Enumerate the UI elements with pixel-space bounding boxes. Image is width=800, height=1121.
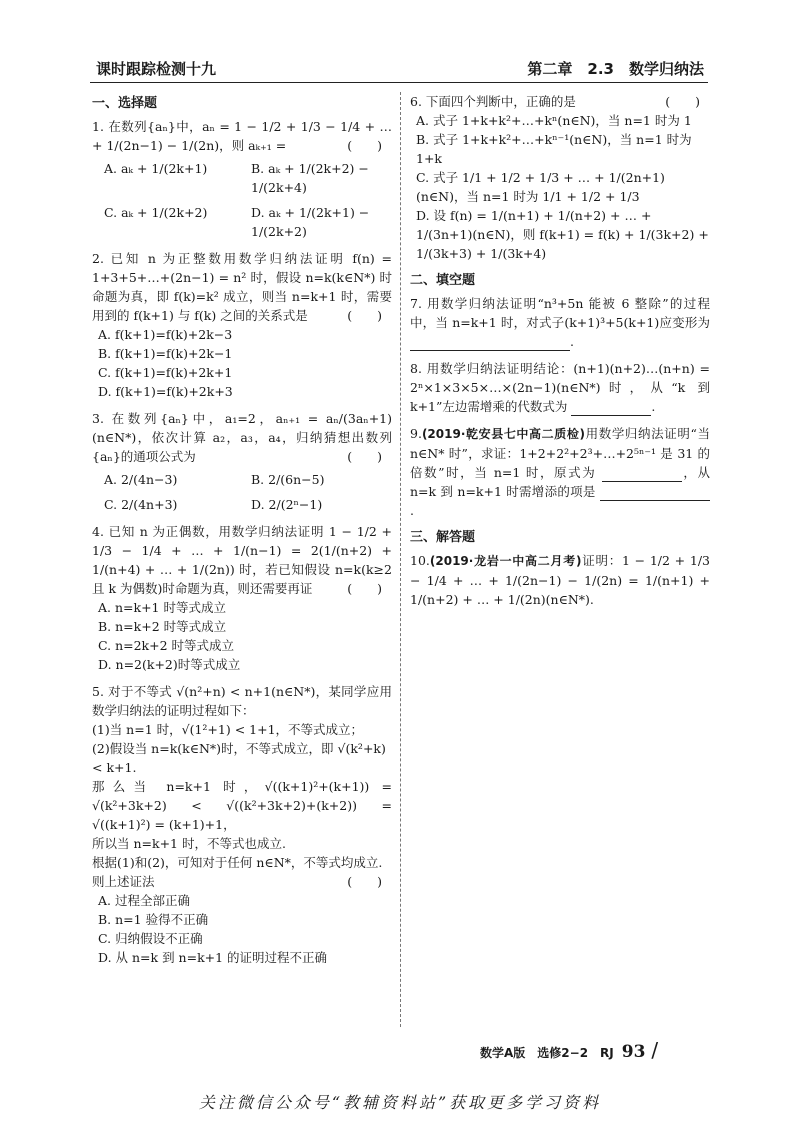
q5-option-c: C. 归纳假设不正确	[98, 931, 203, 946]
q9-tail: .	[410, 503, 414, 518]
q6-option-c: C. 式子 1/1 + 1/2 + 1/3 + … + 1/(2n+1)(n∈N)，当 n=1 时为 1/1 + 1/2 + 1/3	[416, 170, 665, 204]
q5-line-1: (1)当 n=1 时，√(1²+1) < 1+1，不等式成立；	[92, 722, 364, 737]
q2-bracket: ( )	[347, 308, 382, 323]
q6-option-a: A. 式子 1+k+k²+…+kⁿ(n∈N)，当 n=1 时为 1	[416, 113, 692, 128]
q5-line-6: 则上述证法	[92, 874, 155, 889]
q4-option-d: D. n=2(k+2)时等式成立	[98, 657, 241, 672]
q5-option-b: B. n=1 验得不正确	[98, 912, 209, 927]
q3-bracket: ( )	[347, 449, 382, 464]
header-rule	[90, 82, 708, 83]
question-1	[92, 117, 392, 241]
question-4	[92, 522, 392, 674]
header-title: 课时跟踪检测十九	[96, 60, 217, 78]
q5-option-a: A. 过程全部正确	[98, 893, 190, 908]
q1-stem: 1. 在数列{aₙ}中，aₙ = 1 − 1/2 + 1/3 − 1/4 + … + 1/(2n−1) − 1/(2n)，则 aₖ₊₁ =	[92, 119, 392, 153]
question-3	[92, 409, 392, 514]
right-column	[410, 92, 710, 617]
q4-bracket: ( )	[347, 581, 382, 596]
q5-line-2: (2)假设当 n=k(k∈N*)时，不等式成立，即 √(k²+k) < k+1.	[92, 741, 386, 775]
q8-answer-blank[interactable]	[571, 401, 651, 416]
section-answer: 三、解答题	[410, 530, 476, 545]
q8-stem: 8. 用数学归纳法证明结论：(n+1)(n+2)…(n+n) = 2ⁿ×1×3×5×…×(2n−1)(n∈N*)时，从“k 到 k+1”左边需增乘的代数式为	[410, 361, 710, 414]
q1-option-b: B. aₖ + 1/(2k+2) − 1/(2k+4)	[251, 161, 369, 195]
q9-answer-blank-1[interactable]	[602, 467, 682, 482]
question-6	[410, 92, 710, 263]
footer-book-info	[480, 1038, 658, 1062]
section-choice: 一、选择题	[92, 96, 158, 111]
header-chapter: 第二章 2.3 数学归纳法	[527, 60, 704, 78]
question-5	[92, 682, 392, 967]
q3-stem: 3. 在数列{aₙ}中，a₁=2，aₙ₊₁ = aₙ/(3aₙ+1)(n∈N*)，依次计算 a₂，a₃，a₄，归纳猜想出数列{aₙ}的通项公式为	[92, 411, 392, 464]
footer-slash-mark: /	[651, 1038, 659, 1062]
q6-option-d: D. 设 f(n) = 1/(n+1) + 1/(n+2) + … + 1/(3n+1)(n∈N)，则 f(k+1) = f(k) + 1/(3k+2) + 1/(3k+3) + 1/(3k+4)	[416, 208, 709, 261]
q9-stem: 用数学归纳法证明“当 n∈N* 时”，求证：1+2+2²+2³+…+2⁵ⁿ⁻¹ 是 31 的倍数”时，当 n=1 时，原式为	[410, 426, 710, 480]
q5-line-3: 那么当 n=k+1 时，√((k+1)²+(k+1)) = √(k²+3k+2) < √((k²+3k+2)+(k+2)) = √((k+1)²) = (k+1)+1，	[92, 779, 392, 832]
question-9	[410, 424, 710, 520]
q10-stem: 证明：1 − 1/2 + 1/3 − 1/4 + … + 1/(2n−1) − 1/(2n) = 1/(n+1) + 1/(n+2) + … + 1/(2n)(n∈N*).	[410, 553, 710, 607]
q1-bracket: ( )	[347, 138, 382, 153]
q9-answer-blank-2[interactable]	[600, 486, 710, 501]
page-number: 93	[621, 1042, 646, 1062]
question-2	[92, 249, 392, 401]
question-7	[410, 294, 710, 351]
q5-line-4: 所以当 n=k+1 时，不等式也成立.	[92, 836, 286, 851]
q6-stem: 6. 下面四个判断中，正确的是	[410, 94, 576, 109]
q7-tail: .	[570, 334, 574, 349]
q4-option-a: A. n=k+1 时等式成立	[98, 600, 226, 615]
question-8	[410, 359, 710, 416]
q4-option-c: C. n=2k+2 时等式成立	[98, 638, 235, 653]
q1-option-d: D. aₖ + 1/(2k+1) − 1/(2k+2)	[251, 205, 370, 239]
q9-number: 9.	[410, 426, 422, 441]
q1-option-c: C. aₖ + 1/(2k+2)	[104, 205, 208, 220]
q4-stem: 4. 已知 n 为正偶数，用数学归纳法证明 1 − 1/2 + 1/3 − 1/4 + … + 1/(n−1) = 2(1/(n+2) + 1/(n+4) + … + 1/(2n)) 时，若已知假设 n=k(k≥2 且 k 为偶数)时命题为真，则还需要再证	[92, 524, 392, 596]
q5-option-d: D. 从 n=k 到 n=k+1 的证明过程不正确	[98, 950, 328, 965]
q2-option-a: A. f(k+1)=f(k)+2k−3	[98, 327, 233, 342]
q2-option-b: B. f(k+1)=f(k)+2k−1	[98, 346, 233, 361]
q5-stem: 5. 对于不等式 √(n²+n) < n+1(n∈N*)，某同学应用数学归纳法的证明过程如下：	[92, 684, 392, 718]
footer-note: 关注微信公众号“教辅资料站”获取更多学习资料	[198, 1093, 602, 1112]
q2-stem: 2. 已知 n 为正整数用数学归纳法证明 f(n) = 1+3+5+…+(2n−1) = n² 时，假设 n=k(k∈N*) 时命题为真，即 f(k)=k² 成立，则当 n=k+1 时，需要用到的 f(k+1) 与 f(k) 之间的关系式是	[92, 251, 392, 323]
footer-book: 数学A版 选修2−2 RJ	[480, 1046, 614, 1060]
q9-source-tag: (2019·乾安县七中高二质检)	[421, 427, 585, 441]
q1-option-a: A. aₖ + 1/(2k+1)	[104, 161, 208, 176]
q5-bracket: ( )	[347, 874, 382, 889]
section-fill: 二、填空题	[410, 273, 476, 288]
q9-stem-cont: ，从 n=k 到 n=k+1 时需增添的项是	[410, 465, 710, 499]
q3-option-a: A. 2/(4n−3)	[104, 472, 178, 487]
column-divider	[400, 92, 401, 1027]
q3-option-b: B. 2/(6n−5)	[251, 472, 325, 487]
q2-option-d: D. f(k+1)=f(k)+2k+3	[98, 384, 233, 399]
left-column	[92, 92, 392, 975]
q7-stem: 7. 用数学归纳法证明“n³+5n 能被 6 整除”的过程中，当 n=k+1 时，对式子(k+1)³+5(k+1)应变形为	[410, 296, 710, 330]
q5-line-5: 根据(1)和(2)，可知对于任何 n∈N*，不等式均成立.	[92, 855, 383, 870]
question-10	[410, 551, 710, 609]
q7-answer-blank[interactable]	[410, 336, 570, 351]
q4-option-b: B. n=k+2 时等式成立	[98, 619, 227, 634]
q3-option-d: D. 2/(2ⁿ−1)	[251, 497, 323, 512]
q8-tail: .	[651, 399, 656, 414]
q2-option-c: C. f(k+1)=f(k)+2k+1	[98, 365, 233, 380]
q3-option-c: C. 2/(4n+3)	[104, 497, 178, 512]
q10-number: 10.	[410, 553, 430, 568]
q6-bracket: ( )	[665, 94, 700, 109]
q6-option-b: B. 式子 1+k+k²+…+kⁿ⁻¹(n∈N)，当 n=1 时为 1+k	[416, 132, 692, 166]
q10-source-tag: (2019·龙岩一中高二月考)	[429, 554, 582, 568]
